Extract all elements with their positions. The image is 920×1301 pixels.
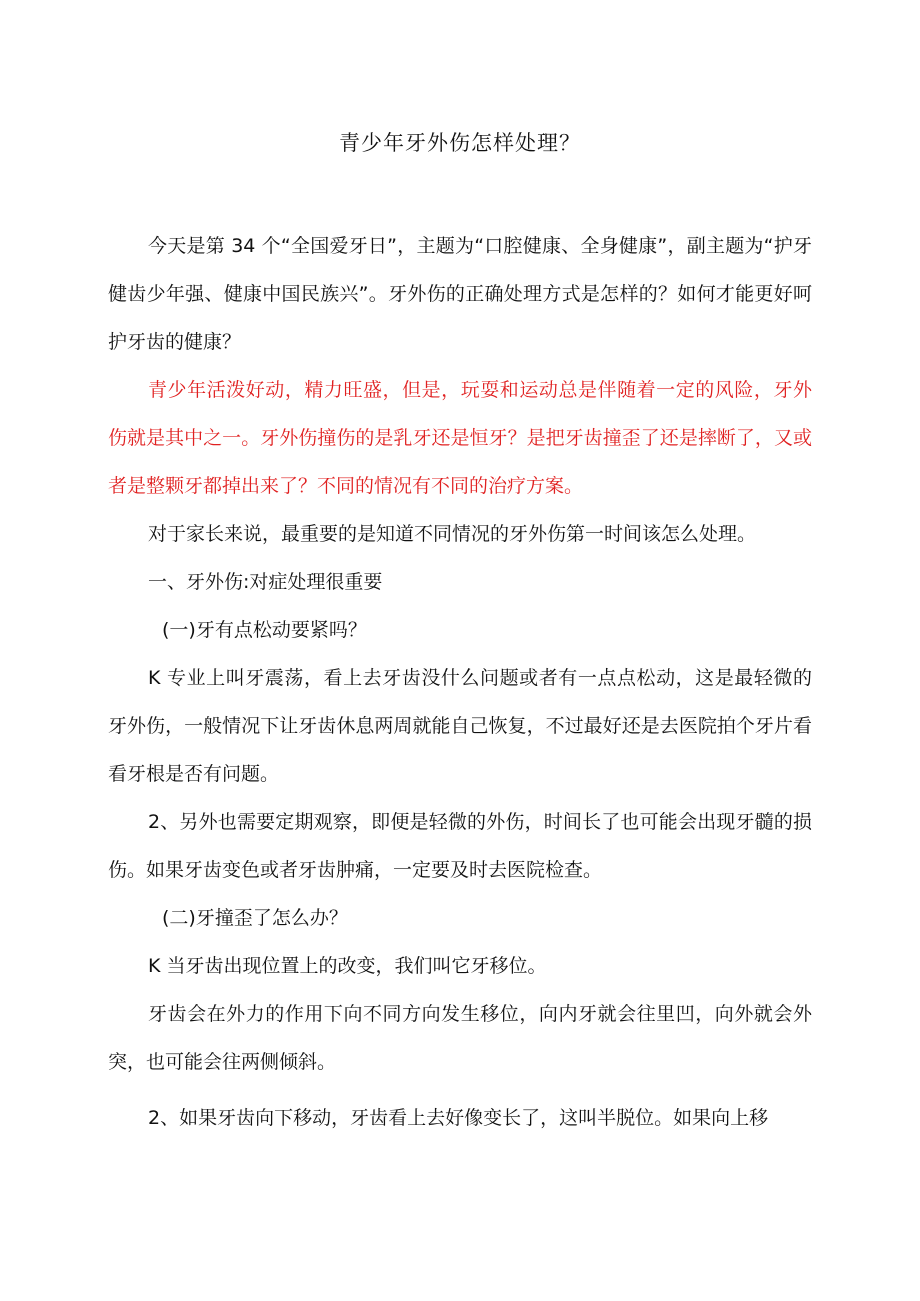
paragraph-parents: 对于家长来说，最重要的是知道不同情况的牙外伤第一时间该怎么处理。 [148, 523, 757, 545]
paragraph-highlight: 青少年活泼好动，精力旺盛，但是，玩耍和运动总是伴随着一定的风险，牙外伤就是其中之一。牙外伤撞伤的是乳牙还是恒牙？是把牙齿撞歪了还是摔断了，又或者是整颗牙都掉出来了？不同的情况有不同的治疗方案。 [108, 379, 812, 497]
subsection-heading-displaced: (二)牙撞歪了怎么办？ [162, 907, 348, 929]
paragraph-concussion: K 专业上叫牙震荡，看上去牙齿没什么问题或者有一点点松动，这是最轻微的牙外伤，一般情况下让牙齿休息两周就能自己恢复，不过最好还是去医院拍个牙片看看牙根是否有问题。 [108, 667, 812, 785]
section-heading-1: 一、牙外伤:对症处理很重要 [148, 571, 383, 593]
paragraph-observe: 2、另外也需要定期观察，即便是轻微的外伤，时间长了也可能会出现牙髓的损伤。如果牙齿变色或者牙齿肿痛，一定要及时去医院检查。 [108, 811, 812, 881]
subsection-heading-loose: (一)牙有点松动要紧吗？ [162, 619, 367, 641]
paragraph-displacement: K 当牙齿出现位置上的改变，我们叫它牙移位。 [148, 955, 547, 977]
document-title: 青少年牙外伤怎样处理？ [339, 131, 581, 155]
paragraph-subluxation: 2、如果牙齿向下移动，牙齿看上去好像变长了，这叫半脱位。如果向上移 [148, 1107, 769, 1129]
paragraph-intro: 今天是第 34 个“全国爱牙日”，主题为“口腔健康、全身健康”，副主题为“护牙健齿少年强、健康中国民族兴”。牙外伤的正确处理方式是怎样的？如何才能更好呵护牙齿的健康？ [108, 235, 812, 353]
paragraph-directions: 牙齿会在外力的作用下向不同方向发生移位，向内牙就会往里凹，向外就会外突，也可能会往两侧倾斜。 [108, 1003, 812, 1073]
